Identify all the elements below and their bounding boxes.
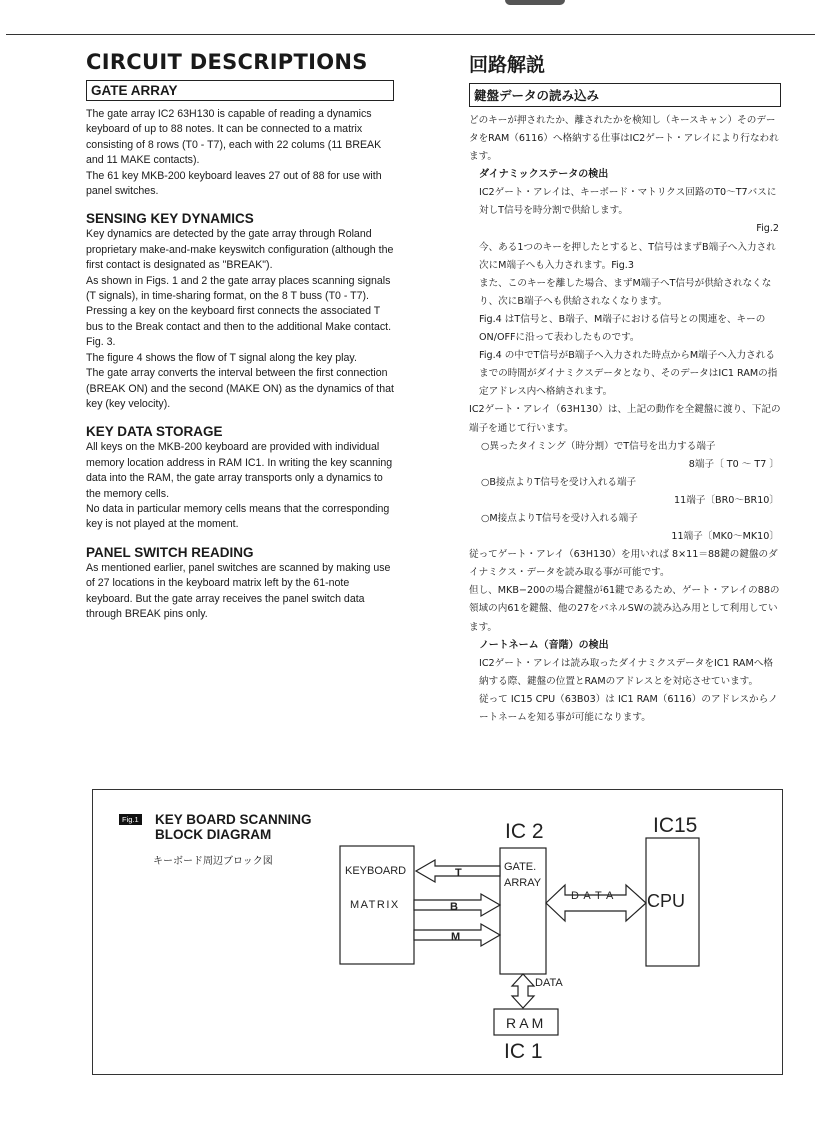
- fig-ref: Fig.2: [756, 223, 779, 235]
- figure-title-line: BLOCK DIAGRAM: [155, 827, 272, 842]
- panel-paragraph: As mentioned earlier, panel switches are scanned by making use of 27 locations in the keyboard matrix left by the 61-note keyboard. But the gate array receives the panel switch data through BREAK pins only.: [86, 561, 391, 620]
- jp-paragraph: 今、ある1つのキーを押したとすると、T信号はまずB端子へ入力され次にM端子へも入力されます。Fig.3: [479, 241, 776, 271]
- cpu-label: CPU: [647, 891, 686, 911]
- jp-bullet-pins: 11端子〔MK0〜MK10〕: [671, 531, 779, 543]
- panel-heading: PANEL SWITCH READING: [86, 544, 254, 560]
- english-column: [86, 50, 394, 622]
- m-signal-label: M: [451, 931, 461, 943]
- jp-paragraph: IC2ゲート・アレイは、キーボード・マトリクス回路のT0〜T7バスに対しT信号を時分割で供給します。: [479, 187, 777, 217]
- jp-paragraph: どのキーが押されたか、離されたかを検知し（キースキャン）そのデータをRAM（6116）へ格納する仕事はIC2ゲート・アレイにより行なわれます。: [469, 115, 779, 163]
- t-signal-label: T: [455, 867, 462, 879]
- jp-bullet: ○B接点よりT信号を受け入れる端子: [481, 476, 637, 488]
- ic2-label: IC 2: [505, 820, 544, 843]
- storage-heading: KEY DATA STORAGE: [86, 424, 223, 440]
- gate-array-paragraph: The gate array IC2 63H130 is capable of reading a dynamics keyboard of up to 88 notes. It can be connected to a matrix consisting of 8 rows (T0 - T7), each with 22 colums (11 BREAK and 11 MAKE contacts).: [86, 108, 382, 167]
- sensing-paragraph: The gate array converts the interval between the first connection (BREAK ON) and the second (MAKE ON) as the dynamics of that key (key velocity).: [86, 367, 394, 410]
- jp-paragraph: 但し、MKB−200の場合鍵盤が61鍵であるため、ゲート・アレイの88の領域の内61を鍵盤、他の27をパネルSWの読み込み用として利用しています。: [469, 585, 780, 633]
- sensing-paragraph: Pressing a key on the keyboard first connects the associated T bus to the Break contact and then to the additional Make contact. Fig. 3.: [86, 305, 392, 349]
- top-edge-mark: [505, 0, 565, 5]
- matrix-label: MATRIX: [350, 899, 400, 911]
- jp-subheading: ノートネーム（音階）の検出: [479, 639, 609, 651]
- jp-bullet-pins: 8端子〔 T0 〜 T7 〕: [688, 458, 779, 470]
- array-label: ARRAY: [504, 877, 542, 889]
- keyboard-label: KEYBOARD: [345, 865, 407, 877]
- jp-paragraph: 従ってゲート・アレイ（63H130）を用いれば 8×11＝88鍵の鍵盤のダイナミクス・データを読み取る事が可能です。: [469, 549, 778, 579]
- japanese-column: [469, 50, 781, 727]
- figure-subtitle: キーボード周辺ブロック図: [153, 856, 273, 867]
- sensing-heading: SENSING KEY DYNAMICS: [86, 211, 254, 227]
- ic1-label: IC 1: [504, 1040, 543, 1063]
- gate-label: GATE.: [504, 861, 537, 873]
- jp-bullet-pins: 11端子〔BR0〜BR10〕: [674, 494, 779, 506]
- figure-title-line: KEY BOARD SCANNING: [155, 812, 312, 827]
- jp-bullet: ○異ったタイミング（時分割）でT信号を出力する端子: [481, 440, 716, 452]
- storage-paragraph: No data in particular memory cells means that the corresponding key is not played at the moment.: [86, 502, 390, 531]
- ram-label: R A M: [506, 1015, 544, 1031]
- ram-data-arrow: [512, 974, 534, 1008]
- block-diagram: [93, 790, 782, 1074]
- gate-array-heading: GATE ARRAY: [86, 80, 394, 101]
- jp-bullet: ○M接点よりT信号を受け入れる端子: [481, 512, 638, 524]
- page-title: CIRCUIT DESCRIPTIONS: [86, 50, 368, 74]
- top-rule: [6, 34, 815, 35]
- jp-paragraph: IC2ゲート・アレイ（63H130）は、上記の動作を全鍵盤に渡り、下記の端子を通じて行います。: [469, 404, 781, 434]
- gate-array-paragraph: The 61 key MKB-200 keyboard leaves 27 out of 88 for use with panel switches.: [86, 169, 382, 198]
- sensing-paragraph: Key dynamics are detected by the gate array through Roland proprietary make-and-make keyswitch configuration (although the first contact is designated as "BREAK").: [86, 228, 394, 272]
- jp-paragraph: Fig.4 の中でT信号がB端子へ入力された時点からM端子へ入力されるまでの時間がダイナミクスデータとなり、そのデータはIC1 RAMの指定アドレス内へ格納されます。: [479, 350, 778, 398]
- jp-subheading: ダイナミックステータの検出: [479, 169, 609, 181]
- jp-paragraph: IC2ゲート・アレイは読み取ったダイナミクスデータをIC1 RAMへ格納する際、鍵盤の位置とRAMのアドレスとを対応させています。: [479, 657, 773, 687]
- b-signal-label: B: [450, 901, 458, 913]
- jp-paragraph: また、このキーを離した場合、まずM端子へT信号が供給されなくなり、次にB端子へも供給されなくなります。: [479, 277, 772, 307]
- ic15-label: IC15: [653, 814, 698, 837]
- figure-tag: Fig.1: [119, 814, 142, 825]
- data-bus-label: D A T A: [571, 890, 615, 902]
- sensing-paragraph: The figure 4 shows the flow of T signal along the key play.: [86, 351, 357, 364]
- storage-paragraph: All keys on the MKB-200 keyboard are provided with individual memory location address in RAM IC1. In writing the key scanning data into the RAM, the gate array transports only a dynamics to the memory cells.: [86, 441, 393, 500]
- sensing-paragraph: As shown in Figs. 1 and 2 the gate array places scanning signals (T signals), in time-sharing format, on the 8 T buss (T0 - T7).: [86, 274, 391, 303]
- jp-paragraph: 従って IC15 CPU（63B03）は IC1 RAM（6116）のアドレスからノートネームを知る事が可能になります。: [479, 693, 778, 723]
- jp-paragraph: Fig.4 はT信号と、B端子、M端子における信号との関連を、キーのON/OFFに沿って表わしたものです。: [479, 313, 766, 344]
- ram-data-label: DATA: [535, 977, 563, 989]
- block-diagram-figure: [92, 789, 783, 1075]
- section-heading-jp: 鍵盤データの読み込み: [469, 83, 781, 107]
- page-title-jp: 回路解説: [469, 54, 546, 76]
